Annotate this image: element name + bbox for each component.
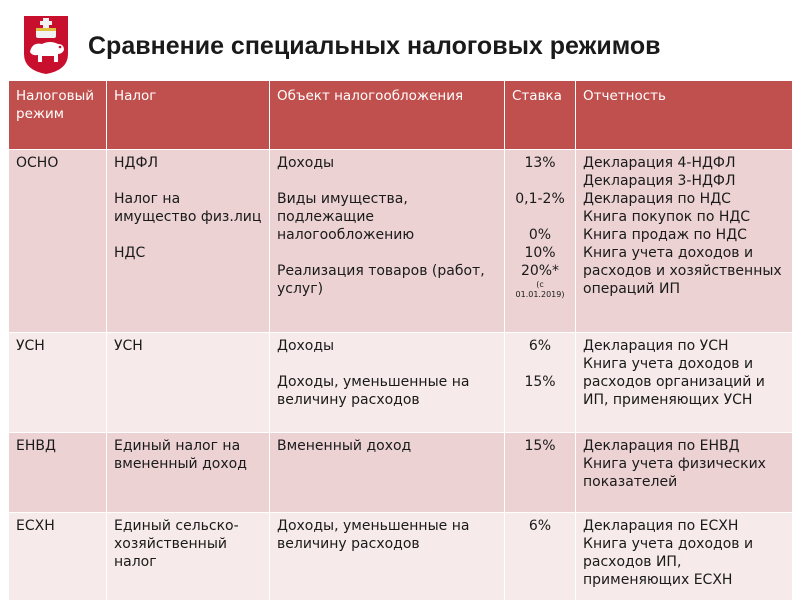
report-item: Декларация по ЕНВД: [583, 438, 740, 454]
report-item: Книга учета физических показателей: [583, 456, 766, 490]
tax-item: Единый сельско-хозяйственный налог: [114, 518, 239, 570]
tax-cell: [107, 513, 270, 601]
object-item: Вмененный доход: [277, 438, 412, 454]
report-item: Декларация 4-НДФЛ: [583, 155, 736, 171]
rate-cell: [505, 150, 576, 333]
rate-item: 15%: [524, 438, 556, 454]
report-item: Книга покупок по НДС: [583, 209, 751, 225]
tax-cell: [107, 333, 270, 433]
object-item: Реализация товаров (работ, услуг): [277, 263, 485, 297]
table-row-envd: [9, 433, 793, 513]
object-item: Доходы: [277, 155, 335, 171]
object-cell: [270, 433, 505, 513]
rate-item: 13%: [524, 155, 556, 171]
tax-item: УСН: [114, 338, 143, 354]
page-title: Сравнение специальных налоговых режимов: [88, 32, 661, 60]
regime-cell: УСН: [9, 333, 107, 433]
rate-item: 0%: [528, 227, 552, 243]
regime-cell: ОСНО: [9, 150, 107, 333]
reports-cell: [576, 333, 793, 433]
object-item: Доходы, уменьшенные на величину расходов: [277, 374, 470, 408]
rate-cell: [505, 433, 576, 513]
rate-item: 10%: [524, 245, 556, 261]
tax-regimes-table: [8, 80, 793, 601]
object-item: Доходы: [277, 338, 335, 354]
perm-coat-of-arms-icon: [22, 14, 70, 76]
tax-item: НДФЛ: [114, 155, 159, 171]
tax-item: Единый налог на вмененный доход: [114, 438, 247, 472]
report-item: Книга учета доходов и расходов организаций и ИП, применяющих УСН: [583, 356, 765, 408]
report-item: Декларация по УСН: [583, 338, 729, 354]
tax-item: НДС: [114, 245, 146, 261]
rate-cell: [505, 333, 576, 433]
rate-item: 20%*: [520, 263, 560, 279]
object-item: Виды имущества, подлежащие налогообложению: [277, 191, 415, 243]
object-cell: [270, 513, 505, 601]
rate-item: 6%: [528, 338, 552, 354]
object-cell: [270, 150, 505, 333]
table-row-eshn: [9, 513, 793, 601]
reports-cell: [576, 433, 793, 513]
reports-cell: [576, 150, 793, 333]
rate-item: 0,1-2%: [515, 191, 565, 207]
table-row-usn: [9, 333, 793, 433]
report-item: Книга учета доходов и расходов и хозяйственных операций ИП: [583, 245, 782, 297]
report-item: Книга учета доходов и расходов ИП, применяющих ЕСХН: [583, 536, 754, 588]
header-object: Объект налогообложения: [270, 81, 505, 150]
regime-cell: ЕНВД: [9, 433, 107, 513]
header-regime: Налоговый режим: [9, 81, 107, 150]
table-header-row: [9, 81, 793, 150]
header-reports: Отчетность: [576, 81, 793, 150]
rate-note: (с 01.01.2019): [515, 280, 565, 299]
report-item: Декларация по НДС: [583, 191, 731, 207]
tax-item: Налог на имущество физ.лиц: [114, 191, 262, 225]
rate-cell: [505, 513, 576, 601]
report-item: Декларация 3-НДФЛ: [583, 173, 736, 189]
object-item: Доходы, уменьшенные на величину расходов: [277, 518, 470, 552]
rate-item: 15%: [524, 374, 556, 390]
reports-cell: [576, 513, 793, 601]
table-row-osno: [9, 150, 793, 333]
regime-cell: ЕСХН: [9, 513, 107, 601]
tax-cell: [107, 433, 270, 513]
header-tax: Налог: [107, 81, 270, 150]
header-rate: Ставка: [505, 81, 576, 150]
report-item: Декларация по ЕСХН: [583, 518, 739, 534]
tax-cell: [107, 150, 270, 333]
report-item: Книга продаж по НДС: [583, 227, 747, 243]
rate-item: 6%: [528, 518, 552, 534]
object-cell: [270, 333, 505, 433]
